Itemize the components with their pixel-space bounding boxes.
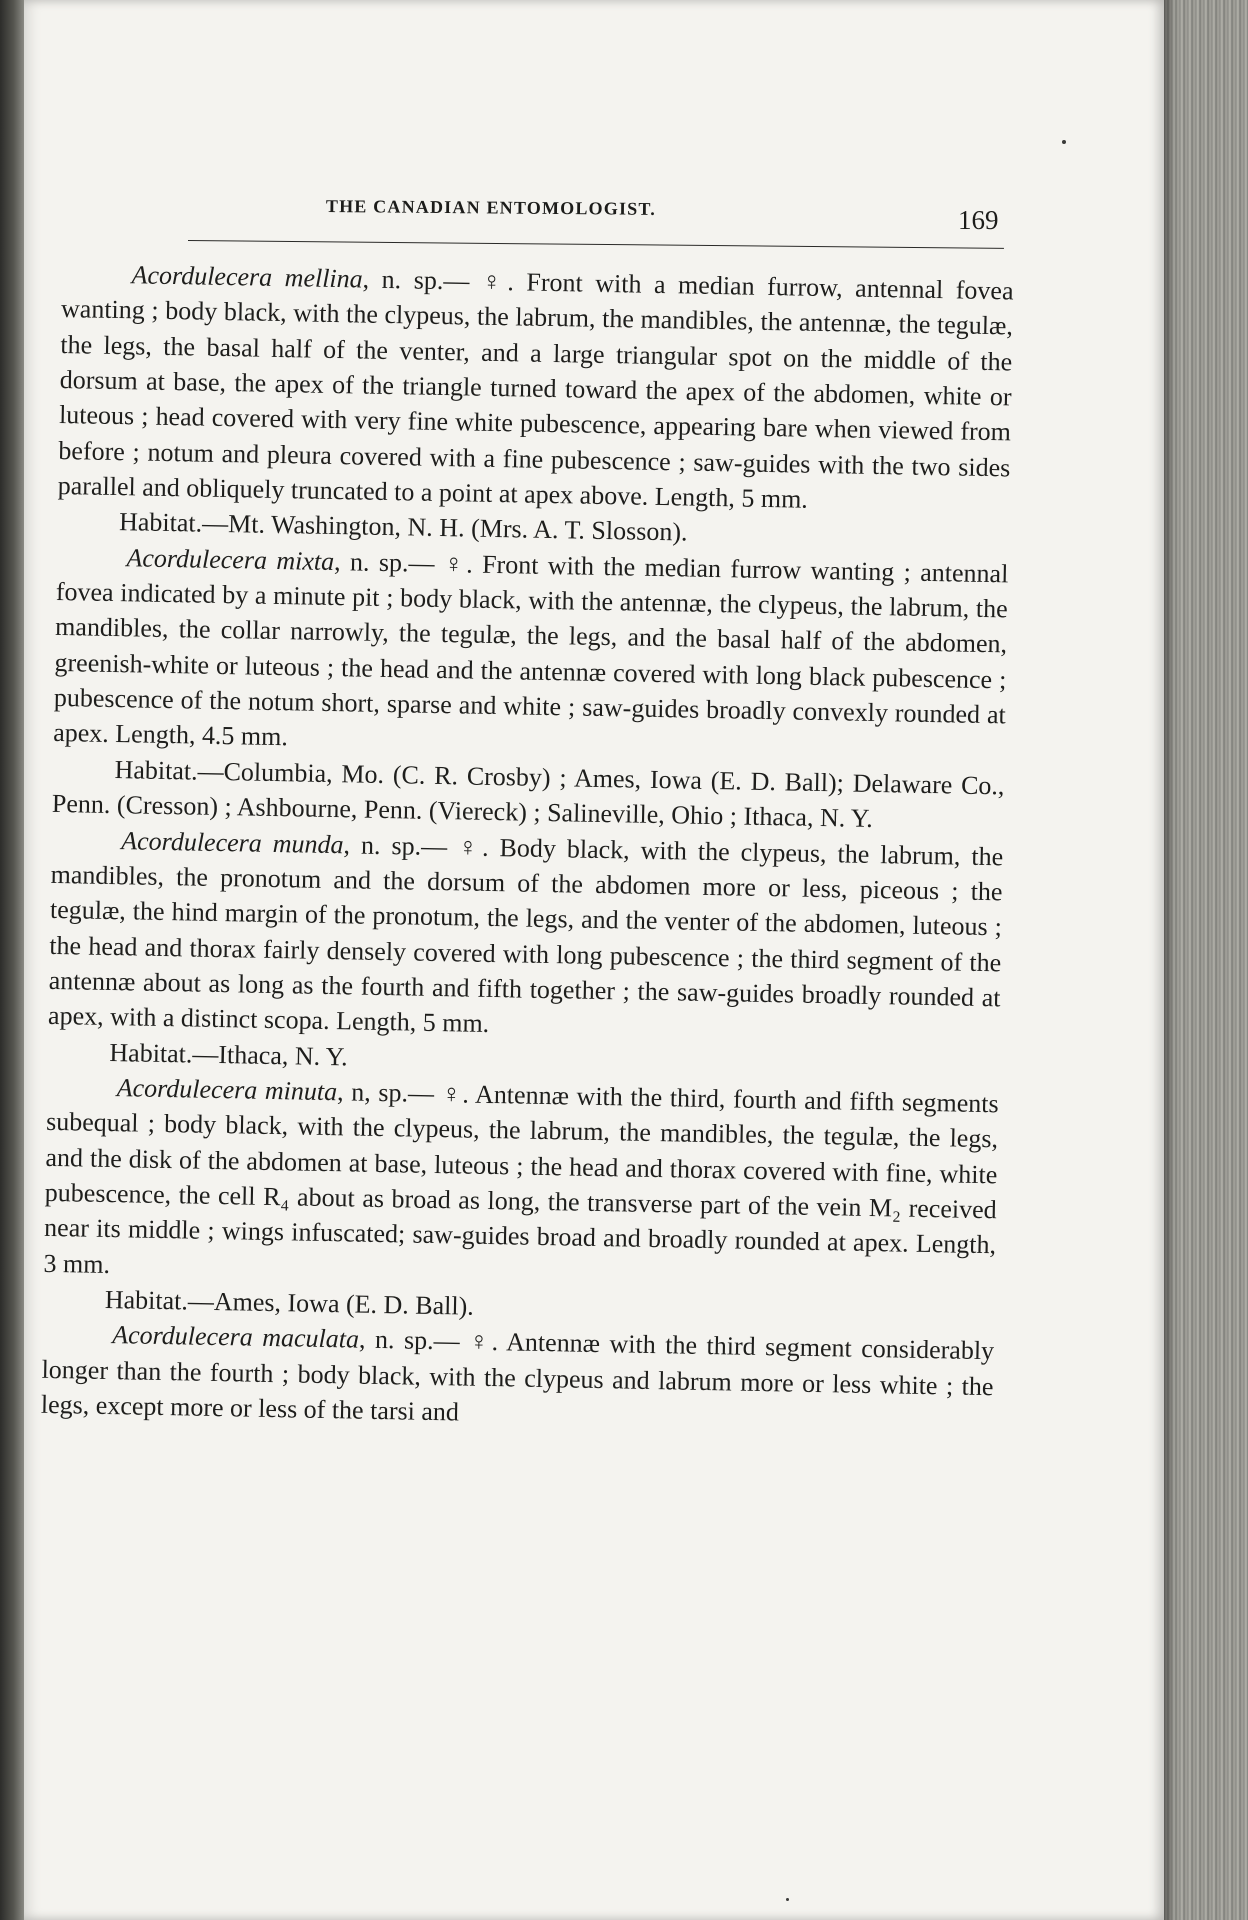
species-name: Acordulecera mixta (126, 542, 335, 576)
paper-speck (1062, 140, 1066, 144)
species-description (41, 1316, 995, 1439)
species-name: Acordulecera mellina (131, 260, 363, 294)
description-text: , n. sp.— ♀. Antennæ with the third segment considerably longer than the fourth ; body black, with the clypeus and labrum more or less white ; the legs, except more or less of the tarsi and (40, 1324, 995, 1427)
description-text: , n. sp.— ♀. Body black, with the clypeus, the labrum, the mandibles, the pronotum and the dorsum of the abdomen more or less, piceous ; the tegulæ, the hind margin of the pronotum, the legs, and the venter of the abdomen, luteous ; the head and thorax fairly densely covered with long pubescence ; the third segment of the antennæ about as long as the fourth and fifth together ; the saw-guides broadly rounded at apex, with a distinct scopa. Length, 5 mm. (47, 829, 1004, 1039)
page-number: 169 (958, 205, 999, 235)
paper-speck (786, 1898, 789, 1901)
species-name: Acordulecera maculata (111, 1320, 360, 1354)
habitat-line: Habitat.—Ames, Iowa (E. D. Ball). (104, 1284, 475, 1321)
species-name: Acordulecera munda (121, 825, 344, 859)
species-description (57, 256, 1013, 521)
habitat-line: Habitat.—Mt. Washington, N. H. (Mrs. A. T. Slosson). (118, 507, 688, 547)
species-description (48, 821, 1004, 1050)
habitat-line: Habitat.—Ithaca, N. Y. (109, 1037, 348, 1071)
description-text: , n. sp.— ♀. Front with the median furrow wanting ; antennal fovea indicated by a minute pit ; body black, with the antennæ, the clypeus, the labrum, the mandibles, the collar narrowly, the tegulæ, the legs, and the basal half of the abdomen, greenish-white or luteous ; the head and the antennæ covered with long black pubescence ; pubescence of the notum short, sparse and white ; saw-guides broadly convexly rounded at apex. Length, 4.5 mm. (52, 546, 1009, 752)
species-description (53, 539, 1009, 768)
page-stack-edge (1164, 0, 1248, 1920)
page-edge-shadow (1164, 0, 1176, 1920)
article-body (41, 256, 1014, 1440)
habitat-line: Habitat.—Columbia, Mo. (C. R. Crosby) ; Ames, Iowa (E. D. Ball); Delaware Co., Penn. (Cresson) ; Ashbourne, Penn. (Viereck) ; Salineville, Ohio ; Ithaca, N. Y. (51, 754, 1005, 834)
species-name: Acordulecera minuta (116, 1073, 338, 1107)
description-text: , n. sp.— ♀. Front with a median furrow, antennal fovea wanting ; body black, with the clypeus, the labrum, the mandibles, the antennæ, the tegulæ, the legs, the basal half of the venter, and a large triangular spot on the middle of the dorsum at base, the apex of the triangle turned toward the apex of the abdomen, white or luteous ; head covered with very fine white pubescence, appearing bare when viewed from before ; notum and pleura covered with a fine pubescence ; saw-guides with the two sides parallel and obliquely truncated to a point at apex above. Length, 5 mm. (57, 264, 1014, 514)
description-text: , n, sp.— ♀. Antennæ with the third, fourth and fifth segments subequal ; body black, with the clypeus, the labrum, the mandibles, the tegulæ, the legs, and the disk of the abdomen at base, luteous ; the head and thorax covered with fine, white pubescence, the cell R₄ about as broad as long, the transverse part of the vein M₂ received near its middle ; wings infuscated; saw-guides broad and broadly rounded at apex. Length, 3 mm. (43, 1077, 999, 1279)
running-title: THE CANADIAN ENTOMOLOGIST. (325, 196, 657, 219)
species-description (43, 1069, 999, 1298)
